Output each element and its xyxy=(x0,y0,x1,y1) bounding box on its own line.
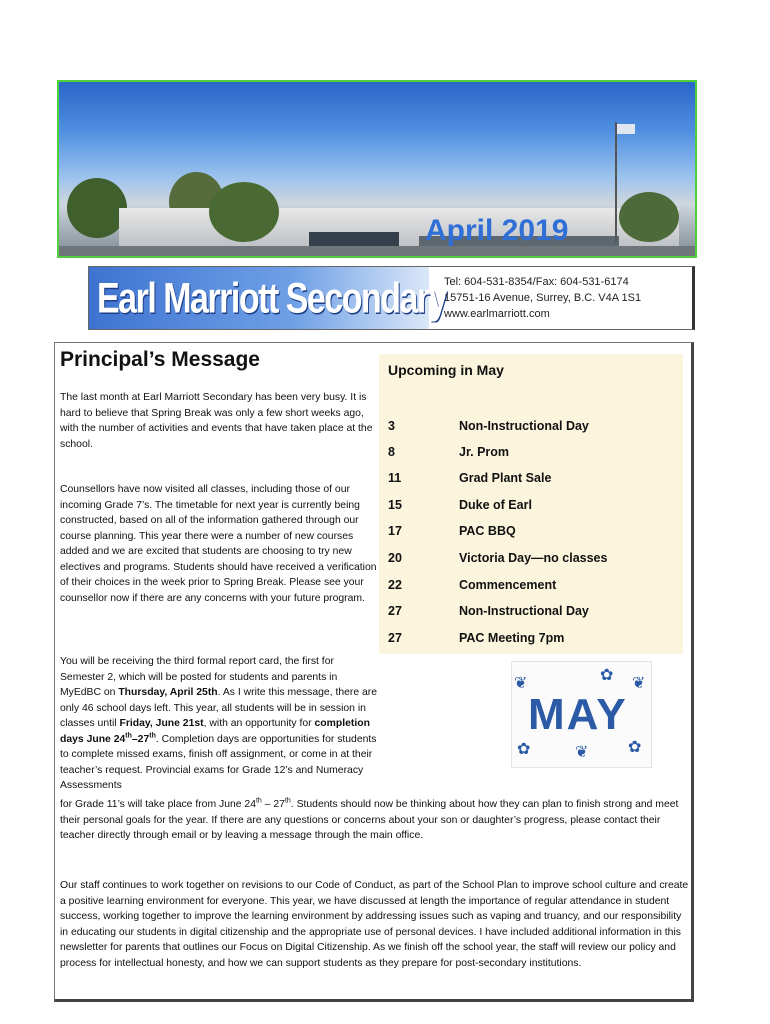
event-name: PAC Meeting 7pm xyxy=(459,631,565,645)
event-date: 22 xyxy=(388,578,402,592)
event-date: 20 xyxy=(388,551,402,565)
contact-phone-fax: Tel: 604-531-8354/Fax: 604-531-6174 xyxy=(444,276,629,288)
school-name: Earl Marriott Secondary xyxy=(97,275,447,323)
principal-message-title: Principal’s Message xyxy=(60,348,260,371)
leaf-icon: ✿ xyxy=(600,667,614,684)
event-date: 11 xyxy=(388,471,402,485)
leaf-icon: ✿ xyxy=(517,741,531,758)
event-date: 17 xyxy=(388,524,402,538)
tree xyxy=(209,182,279,242)
event-date: 15 xyxy=(388,498,402,512)
parking-lot xyxy=(59,246,695,258)
event-name: Grad Plant Sale xyxy=(459,471,552,485)
contact-address: 15751-16 Avenue, Surrey, B.C. V4A 1S1 xyxy=(444,292,642,304)
event-date: 8 xyxy=(388,445,395,459)
contact-info xyxy=(444,274,641,322)
leaf-icon: ❦ xyxy=(632,675,646,692)
tree xyxy=(619,192,679,242)
event-date: 27 xyxy=(388,604,402,618)
leaf-icon: ❦ xyxy=(514,675,528,692)
flagpole xyxy=(615,122,617,242)
event-date: 27 xyxy=(388,631,402,645)
event-name: Commencement xyxy=(459,578,557,592)
issue-month: April 2019 xyxy=(425,214,569,247)
leaf-icon: ✿ xyxy=(628,739,642,756)
masthead-banner xyxy=(89,267,447,329)
event-name: Non-Instructional Day xyxy=(459,604,589,618)
contact-website[interactable]: www.earlmarriott.com xyxy=(444,308,550,320)
flag xyxy=(617,124,635,134)
paragraph-4: Our staff continues to work together on revisions to our Code of Conduct, as part of the School Plan to improve school culture and create a positive learning environment for everyone. This year, we have discussed at length the importance of regular attendance in student success, working together to improve the learning environment by addressing issues such as vaping and truancy, and our responsibility in educating our students in digital citizenship and the appropriate use of personal devices. I have included additional information in this newsletter for parents that outlines our Focus on Digital Citizenship. As we finish off the school year, the staff will review our policy and process for intellectual honesty, and how we can support students as they prepare for post-secondary institutions. xyxy=(60,880,689,969)
upcoming-title: Upcoming in May xyxy=(388,362,504,378)
paragraph-1: The last month at Earl Marriott Secondary has been very busy. It is hard to believe that Spring Break was only a few short weeks ago, with the number of activities and events that have taken place at the school. xyxy=(60,392,373,450)
event-name: Duke of Earl xyxy=(459,498,532,512)
paragraph-3-continued: for Grade 11’s will take place from June 24th – 27th. Students should now be thinking about how they can plan to finish strong and meet their personal goals for the year. If there are any questions or concerns about your son or daughter’s progress, please contact their teacher directly through email or by leaving a message through the main office. xyxy=(60,797,679,841)
paragraph-2: Counsellors have now visited all classes, including those of our incoming Grade 7’s. The timetable for next year is currently being constructed, based on all of the information gathered through our course planning. This year there were a number of new courses added and we are excited that students are choosing to try new electives and programs. Students should have received a verification of their choices in the week prior to Spring Break. Please see your counsellor now if there are any concerns with your future program. xyxy=(60,484,377,604)
paragraph-3: You will be receiving the third formal report card, the first for Semester 2, which will be posted for students and parents in MyEdBC on Thursday, April 25th. As I write this message, there are only 46 school days left. This year, all students will be in session in classes until Friday, June 21st, with an opportunity for completion days June 24th–27th. Completion days are opportunities for students to complete missed exams, finish off assignment, or come in at their teacher’s request. Provincial exams for Grade 12’s and Numeracy Assessments xyxy=(60,656,378,791)
event-date: 3 xyxy=(388,419,395,433)
event-name: Victoria Day—no classes xyxy=(459,551,608,565)
leaf-icon: ❦ xyxy=(575,744,589,761)
event-name: Non-Instructional Day xyxy=(459,419,589,433)
tree xyxy=(67,178,127,238)
event-name: Jr. Prom xyxy=(459,445,510,459)
may-card-text: MAY xyxy=(528,690,628,739)
event-name: PAC BBQ xyxy=(459,524,516,538)
school-building-photo xyxy=(57,80,697,258)
